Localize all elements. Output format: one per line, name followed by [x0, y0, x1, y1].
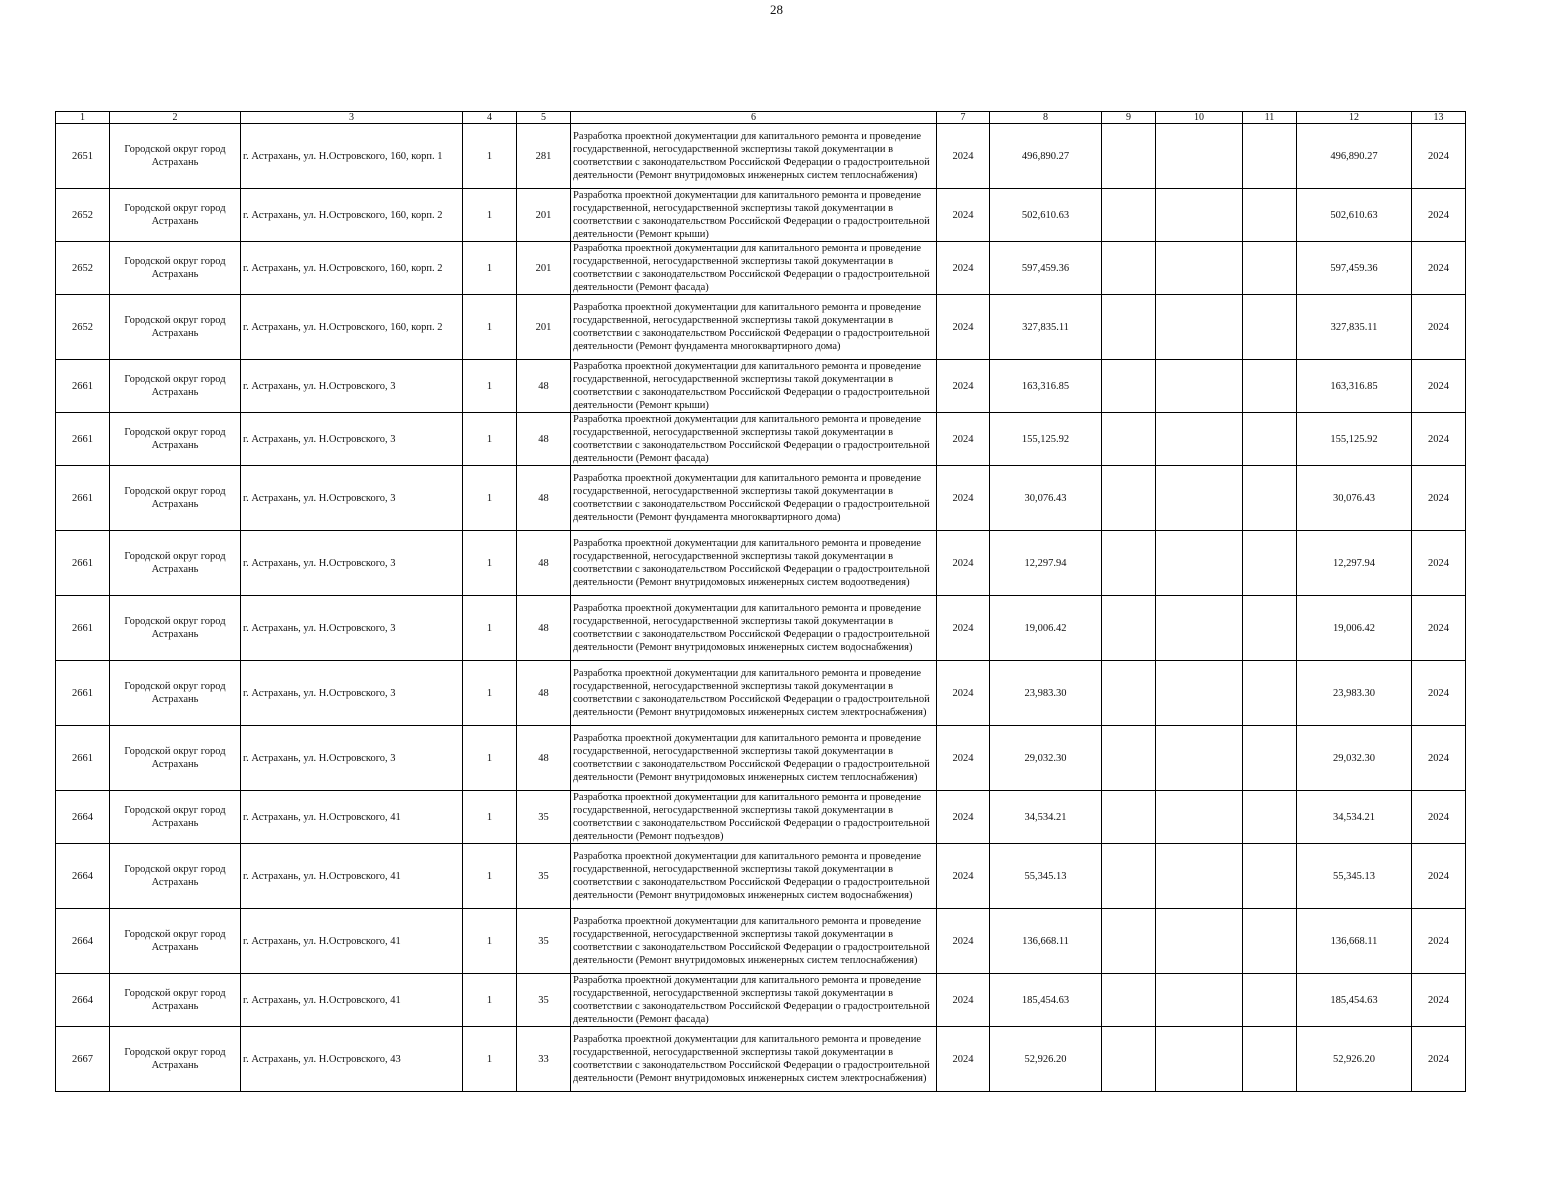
work-description-cell: Разработка проектной документации для капитального ремонта и проведение государственной, негосударственной экспертизы такой документации в соответствии с законодательством Российской Федерации о градостроительной деятельности (Ремонт фасада) — [571, 413, 937, 466]
column-4-cell: 1 — [463, 726, 517, 791]
table-row — [56, 242, 1466, 295]
year-cell: 2024 — [937, 189, 990, 242]
table-row — [56, 466, 1466, 531]
column-header: 5 — [517, 112, 571, 124]
column-4-cell: 1 — [463, 909, 517, 974]
column-10-cell — [1156, 909, 1243, 974]
column-4-cell: 1 — [463, 661, 517, 726]
total-cost-cell: 155,125.92 — [990, 413, 1102, 466]
fund-cost-cell: 327,835.11 — [1297, 295, 1412, 360]
address-cell: г. Астрахань, ул. Н.Островского, 3 — [241, 596, 463, 661]
column-4-cell: 1 — [463, 189, 517, 242]
total-cost-cell: 327,835.11 — [990, 295, 1102, 360]
row-number: 2664 — [56, 844, 110, 909]
completion-year-cell: 2024 — [1412, 661, 1466, 726]
work-description-cell: Разработка проектной документации для капитального ремонта и проведение государственной, негосударственной экспертизы такой документации в соответствии с законодательством Российской Федерации о градостроительной деятельности (Ремонт внутридомовых инженерных систем водоснабжения) — [571, 596, 937, 661]
column-11-cell — [1243, 124, 1297, 189]
work-description-cell: Разработка проектной документации для капитального ремонта и проведение государственной, негосударственной экспертизы такой документации в соответствии с законодательством Российской Федерации о градостроительной деятельности (Ремонт фундамента многоквартирного дома) — [571, 295, 937, 360]
municipality-cell: Городской округ город Астрахань — [110, 844, 241, 909]
column-10-cell — [1156, 466, 1243, 531]
column-header: 13 — [1412, 112, 1466, 124]
page-number: 28 — [770, 2, 783, 17]
column-9-cell — [1102, 1027, 1156, 1092]
column-header: 2 — [110, 112, 241, 124]
completion-year-cell: 2024 — [1412, 189, 1466, 242]
column-5-cell: 48 — [517, 531, 571, 596]
address-cell: г. Астрахань, ул. Н.Островского, 3 — [241, 360, 463, 413]
municipality-cell: Городской округ город Астрахань — [110, 909, 241, 974]
column-4-cell: 1 — [463, 791, 517, 844]
completion-year-cell: 2024 — [1412, 413, 1466, 466]
column-9-cell — [1102, 413, 1156, 466]
column-10-cell — [1156, 726, 1243, 791]
column-11-cell — [1243, 791, 1297, 844]
year-cell: 2024 — [937, 596, 990, 661]
column-10-cell — [1156, 1027, 1243, 1092]
column-11-cell — [1243, 531, 1297, 596]
row-number: 2661 — [56, 360, 110, 413]
column-5-cell: 201 — [517, 295, 571, 360]
column-11-cell — [1243, 242, 1297, 295]
table-row — [56, 909, 1466, 974]
column-5-cell: 35 — [517, 791, 571, 844]
work-description-cell: Разработка проектной документации для капитального ремонта и проведение государственной, негосударственной экспертизы такой документации в соответствии с законодательством Российской Федерации о градостроительной деятельности (Ремонт подъездов) — [571, 791, 937, 844]
column-header: 4 — [463, 112, 517, 124]
year-cell: 2024 — [937, 909, 990, 974]
completion-year-cell: 2024 — [1412, 791, 1466, 844]
table-row — [56, 596, 1466, 661]
column-header: 7 — [937, 112, 990, 124]
address-cell: г. Астрахань, ул. Н.Островского, 41 — [241, 909, 463, 974]
total-cost-cell: 19,006.42 — [990, 596, 1102, 661]
work-description-cell: Разработка проектной документации для капитального ремонта и проведение государственной, негосударственной экспертизы такой документации в соответствии с законодательством Российской Федерации о градостроительной деятельности (Ремонт фундамента многоквартирного дома) — [571, 466, 937, 531]
column-11-cell — [1243, 844, 1297, 909]
fund-cost-cell: 502,610.63 — [1297, 189, 1412, 242]
municipality-cell: Городской округ город Астрахань — [110, 596, 241, 661]
fund-cost-cell: 136,668.11 — [1297, 909, 1412, 974]
column-5-cell: 48 — [517, 360, 571, 413]
work-description-cell: Разработка проектной документации для капитального ремонта и проведение государственной, негосударственной экспертизы такой документации в соответствии с законодательством Российской Федерации о градостроительной деятельности (Ремонт внутридомовых инженерных систем водоотведения) — [571, 531, 937, 596]
work-description-cell: Разработка проектной документации для капитального ремонта и проведение государственной, негосударственной экспертизы такой документации в соответствии с законодательством Российской Федерации о градостроительной деятельности (Ремонт внутридомовых инженерных систем теплоснабжения) — [571, 124, 937, 189]
column-11-cell — [1243, 661, 1297, 726]
total-cost-cell: 496,890.27 — [990, 124, 1102, 189]
column-10-cell — [1156, 124, 1243, 189]
fund-cost-cell: 155,125.92 — [1297, 413, 1412, 466]
table-row — [56, 413, 1466, 466]
column-9-cell — [1102, 844, 1156, 909]
year-cell: 2024 — [937, 531, 990, 596]
municipality-cell: Городской округ город Астрахань — [110, 974, 241, 1027]
table-row — [56, 189, 1466, 242]
capital-repair-table — [55, 111, 1466, 1092]
table-row — [56, 726, 1466, 791]
fund-cost-cell: 55,345.13 — [1297, 844, 1412, 909]
work-description-cell: Разработка проектной документации для капитального ремонта и проведение государственной, негосударственной экспертизы такой документации в соответствии с законодательством Российской Федерации о градостроительной деятельности (Ремонт внутридомовых инженерных систем электроснабжения) — [571, 661, 937, 726]
address-cell: г. Астрахань, ул. Н.Островского, 43 — [241, 1027, 463, 1092]
year-cell: 2024 — [937, 242, 990, 295]
column-4-cell: 1 — [463, 124, 517, 189]
column-5-cell: 35 — [517, 909, 571, 974]
total-cost-cell: 34,534.21 — [990, 791, 1102, 844]
year-cell: 2024 — [937, 413, 990, 466]
row-number: 2661 — [56, 531, 110, 596]
fund-cost-cell: 163,316.85 — [1297, 360, 1412, 413]
row-number: 2661 — [56, 596, 110, 661]
completion-year-cell: 2024 — [1412, 466, 1466, 531]
municipality-cell: Городской округ город Астрахань — [110, 189, 241, 242]
column-11-cell — [1243, 909, 1297, 974]
address-cell: г. Астрахань, ул. Н.Островского, 160, корп. 1 — [241, 124, 463, 189]
total-cost-cell: 136,668.11 — [990, 909, 1102, 974]
total-cost-cell: 12,297.94 — [990, 531, 1102, 596]
total-cost-cell: 55,345.13 — [990, 844, 1102, 909]
row-number: 2652 — [56, 189, 110, 242]
column-10-cell — [1156, 360, 1243, 413]
completion-year-cell: 2024 — [1412, 844, 1466, 909]
total-cost-cell: 52,926.20 — [990, 1027, 1102, 1092]
column-header: 1 — [56, 112, 110, 124]
work-description-cell: Разработка проектной документации для капитального ремонта и проведение государственной, негосударственной экспертизы такой документации в соответствии с законодательством Российской Федерации о градостроительной деятельности (Ремонт фасада) — [571, 974, 937, 1027]
column-5-cell: 48 — [517, 596, 571, 661]
year-cell: 2024 — [937, 1027, 990, 1092]
year-cell: 2024 — [937, 974, 990, 1027]
fund-cost-cell: 34,534.21 — [1297, 791, 1412, 844]
row-number: 2661 — [56, 726, 110, 791]
column-9-cell — [1102, 661, 1156, 726]
row-number: 2664 — [56, 791, 110, 844]
work-description-cell: Разработка проектной документации для капитального ремонта и проведение государственной, негосударственной экспертизы такой документации в соответствии с законодательством Российской Федерации о градостроительной деятельности (Ремонт внутридомовых инженерных систем водоснабжения) — [571, 844, 937, 909]
column-10-cell — [1156, 844, 1243, 909]
column-4-cell: 1 — [463, 844, 517, 909]
column-9-cell — [1102, 791, 1156, 844]
municipality-cell: Городской округ город Астрахань — [110, 360, 241, 413]
row-number: 2661 — [56, 466, 110, 531]
row-number: 2664 — [56, 974, 110, 1027]
address-cell: г. Астрахань, ул. Н.Островского, 3 — [241, 726, 463, 791]
completion-year-cell: 2024 — [1412, 1027, 1466, 1092]
column-11-cell — [1243, 726, 1297, 791]
column-4-cell: 1 — [463, 974, 517, 1027]
fund-cost-cell: 12,297.94 — [1297, 531, 1412, 596]
year-cell: 2024 — [937, 124, 990, 189]
column-10-cell — [1156, 791, 1243, 844]
column-10-cell — [1156, 596, 1243, 661]
total-cost-cell: 23,983.30 — [990, 661, 1102, 726]
column-11-cell — [1243, 413, 1297, 466]
column-4-cell: 1 — [463, 1027, 517, 1092]
column-4-cell: 1 — [463, 360, 517, 413]
fund-cost-cell: 185,454.63 — [1297, 974, 1412, 1027]
column-5-cell: 281 — [517, 124, 571, 189]
year-cell: 2024 — [937, 360, 990, 413]
column-header: 6 — [571, 112, 937, 124]
table-row — [56, 360, 1466, 413]
row-number: 2664 — [56, 909, 110, 974]
column-9-cell — [1102, 242, 1156, 295]
row-number: 2652 — [56, 295, 110, 360]
completion-year-cell: 2024 — [1412, 295, 1466, 360]
work-description-cell: Разработка проектной документации для капитального ремонта и проведение государственной, негосударственной экспертизы такой документации в соответствии с законодательством Российской Федерации о градостроительной деятельности (Ремонт крыши) — [571, 189, 937, 242]
column-5-cell: 48 — [517, 466, 571, 531]
total-cost-cell: 163,316.85 — [990, 360, 1102, 413]
column-header: 9 — [1102, 112, 1156, 124]
column-5-cell: 201 — [517, 242, 571, 295]
column-10-cell — [1156, 661, 1243, 726]
table-row — [56, 974, 1466, 1027]
completion-year-cell: 2024 — [1412, 531, 1466, 596]
column-11-cell — [1243, 360, 1297, 413]
table-row — [56, 661, 1466, 726]
column-9-cell — [1102, 974, 1156, 1027]
column-number-row — [56, 112, 1466, 124]
column-4-cell: 1 — [463, 531, 517, 596]
column-header: 8 — [990, 112, 1102, 124]
column-9-cell — [1102, 466, 1156, 531]
total-cost-cell: 30,076.43 — [990, 466, 1102, 531]
year-cell: 2024 — [937, 791, 990, 844]
completion-year-cell: 2024 — [1412, 360, 1466, 413]
work-description-cell: Разработка проектной документации для капитального ремонта и проведение государственной, негосударственной экспертизы такой документации в соответствии с законодательством Российской Федерации о градостроительной деятельности (Ремонт фасада) — [571, 242, 937, 295]
column-11-cell — [1243, 189, 1297, 242]
municipality-cell: Городской округ город Астрахань — [110, 242, 241, 295]
table-row — [56, 844, 1466, 909]
work-description-cell: Разработка проектной документации для капитального ремонта и проведение государственной, негосударственной экспертизы такой документации в соответствии с законодательством Российской Федерации о градостроительной деятельности (Ремонт внутридомовых инженерных систем теплоснабжения) — [571, 909, 937, 974]
column-5-cell: 201 — [517, 189, 571, 242]
row-number: 2652 — [56, 242, 110, 295]
column-9-cell — [1102, 596, 1156, 661]
table-row — [56, 791, 1466, 844]
municipality-cell: Городской округ город Астрахань — [110, 791, 241, 844]
row-number: 2661 — [56, 413, 110, 466]
fund-cost-cell: 19,006.42 — [1297, 596, 1412, 661]
address-cell: г. Астрахань, ул. Н.Островского, 160, корп. 2 — [241, 242, 463, 295]
address-cell: г. Астрахань, ул. Н.Островского, 41 — [241, 791, 463, 844]
total-cost-cell: 502,610.63 — [990, 189, 1102, 242]
column-11-cell — [1243, 596, 1297, 661]
column-10-cell — [1156, 189, 1243, 242]
address-cell: г. Астрахань, ул. Н.Островского, 3 — [241, 466, 463, 531]
column-5-cell: 35 — [517, 844, 571, 909]
work-description-cell: Разработка проектной документации для капитального ремонта и проведение государственной, негосударственной экспертизы такой документации в соответствии с законодательством Российской Федерации о градостроительной деятельности (Ремонт внутридомовых инженерных систем электроснабжения) — [571, 1027, 937, 1092]
row-number: 2651 — [56, 124, 110, 189]
column-5-cell: 35 — [517, 974, 571, 1027]
column-9-cell — [1102, 189, 1156, 242]
year-cell: 2024 — [937, 295, 990, 360]
row-number: 2667 — [56, 1027, 110, 1092]
address-cell: г. Астрахань, ул. Н.Островского, 3 — [241, 661, 463, 726]
fund-cost-cell: 597,459.36 — [1297, 242, 1412, 295]
completion-year-cell: 2024 — [1412, 726, 1466, 791]
address-cell: г. Астрахань, ул. Н.Островского, 3 — [241, 413, 463, 466]
fund-cost-cell: 29,032.30 — [1297, 726, 1412, 791]
fund-cost-cell: 30,076.43 — [1297, 466, 1412, 531]
municipality-cell: Городской округ город Астрахань — [110, 531, 241, 596]
completion-year-cell: 2024 — [1412, 596, 1466, 661]
column-11-cell — [1243, 295, 1297, 360]
municipality-cell: Городской округ город Астрахань — [110, 413, 241, 466]
column-10-cell — [1156, 531, 1243, 596]
column-9-cell — [1102, 295, 1156, 360]
column-10-cell — [1156, 413, 1243, 466]
address-cell: г. Астрахань, ул. Н.Островского, 160, корп. 2 — [241, 295, 463, 360]
column-5-cell: 48 — [517, 661, 571, 726]
address-cell: г. Астрахань, ул. Н.Островского, 160, корп. 2 — [241, 189, 463, 242]
column-5-cell: 48 — [517, 726, 571, 791]
completion-year-cell: 2024 — [1412, 124, 1466, 189]
address-cell: г. Астрахань, ул. Н.Островского, 41 — [241, 844, 463, 909]
column-9-cell — [1102, 909, 1156, 974]
total-cost-cell: 597,459.36 — [990, 242, 1102, 295]
column-11-cell — [1243, 974, 1297, 1027]
work-description-cell: Разработка проектной документации для капитального ремонта и проведение государственной, негосударственной экспертизы такой документации в соответствии с законодательством Российской Федерации о градостроительной деятельности (Ремонт крыши) — [571, 360, 937, 413]
column-header: 11 — [1243, 112, 1297, 124]
fund-cost-cell: 52,926.20 — [1297, 1027, 1412, 1092]
column-4-cell: 1 — [463, 596, 517, 661]
column-9-cell — [1102, 726, 1156, 791]
table-row — [56, 124, 1466, 189]
municipality-cell: Городской округ город Астрахань — [110, 295, 241, 360]
work-description-cell: Разработка проектной документации для капитального ремонта и проведение государственной, негосударственной экспертизы такой документации в соответствии с законодательством Российской Федерации о градостроительной деятельности (Ремонт внутридомовых инженерных систем теплоснабжения) — [571, 726, 937, 791]
municipality-cell: Городской округ город Астрахань — [110, 466, 241, 531]
fund-cost-cell: 23,983.30 — [1297, 661, 1412, 726]
completion-year-cell: 2024 — [1412, 974, 1466, 1027]
fund-cost-cell: 496,890.27 — [1297, 124, 1412, 189]
column-5-cell: 48 — [517, 413, 571, 466]
column-4-cell: 1 — [463, 295, 517, 360]
table-row — [56, 1027, 1466, 1092]
column-header: 3 — [241, 112, 463, 124]
column-10-cell — [1156, 242, 1243, 295]
column-4-cell: 1 — [463, 466, 517, 531]
column-5-cell: 33 — [517, 1027, 571, 1092]
table-row — [56, 295, 1466, 360]
column-9-cell — [1102, 360, 1156, 413]
column-header: 12 — [1297, 112, 1412, 124]
year-cell: 2024 — [937, 466, 990, 531]
row-number: 2661 — [56, 661, 110, 726]
column-11-cell — [1243, 466, 1297, 531]
year-cell: 2024 — [937, 661, 990, 726]
completion-year-cell: 2024 — [1412, 242, 1466, 295]
municipality-cell: Городской округ город Астрахань — [110, 124, 241, 189]
column-9-cell — [1102, 124, 1156, 189]
year-cell: 2024 — [937, 844, 990, 909]
address-cell: г. Астрахань, ул. Н.Островского, 3 — [241, 531, 463, 596]
total-cost-cell: 185,454.63 — [990, 974, 1102, 1027]
column-4-cell: 1 — [463, 242, 517, 295]
table-row — [56, 531, 1466, 596]
address-cell: г. Астрахань, ул. Н.Островского, 41 — [241, 974, 463, 1027]
column-11-cell — [1243, 1027, 1297, 1092]
column-9-cell — [1102, 531, 1156, 596]
column-10-cell — [1156, 295, 1243, 360]
municipality-cell: Городской округ город Астрахань — [110, 661, 241, 726]
column-header: 10 — [1156, 112, 1243, 124]
municipality-cell: Городской округ город Астрахань — [110, 1027, 241, 1092]
municipality-cell: Городской округ город Астрахань — [110, 726, 241, 791]
completion-year-cell: 2024 — [1412, 909, 1466, 974]
year-cell: 2024 — [937, 726, 990, 791]
total-cost-cell: 29,032.30 — [990, 726, 1102, 791]
column-4-cell: 1 — [463, 413, 517, 466]
column-10-cell — [1156, 974, 1243, 1027]
